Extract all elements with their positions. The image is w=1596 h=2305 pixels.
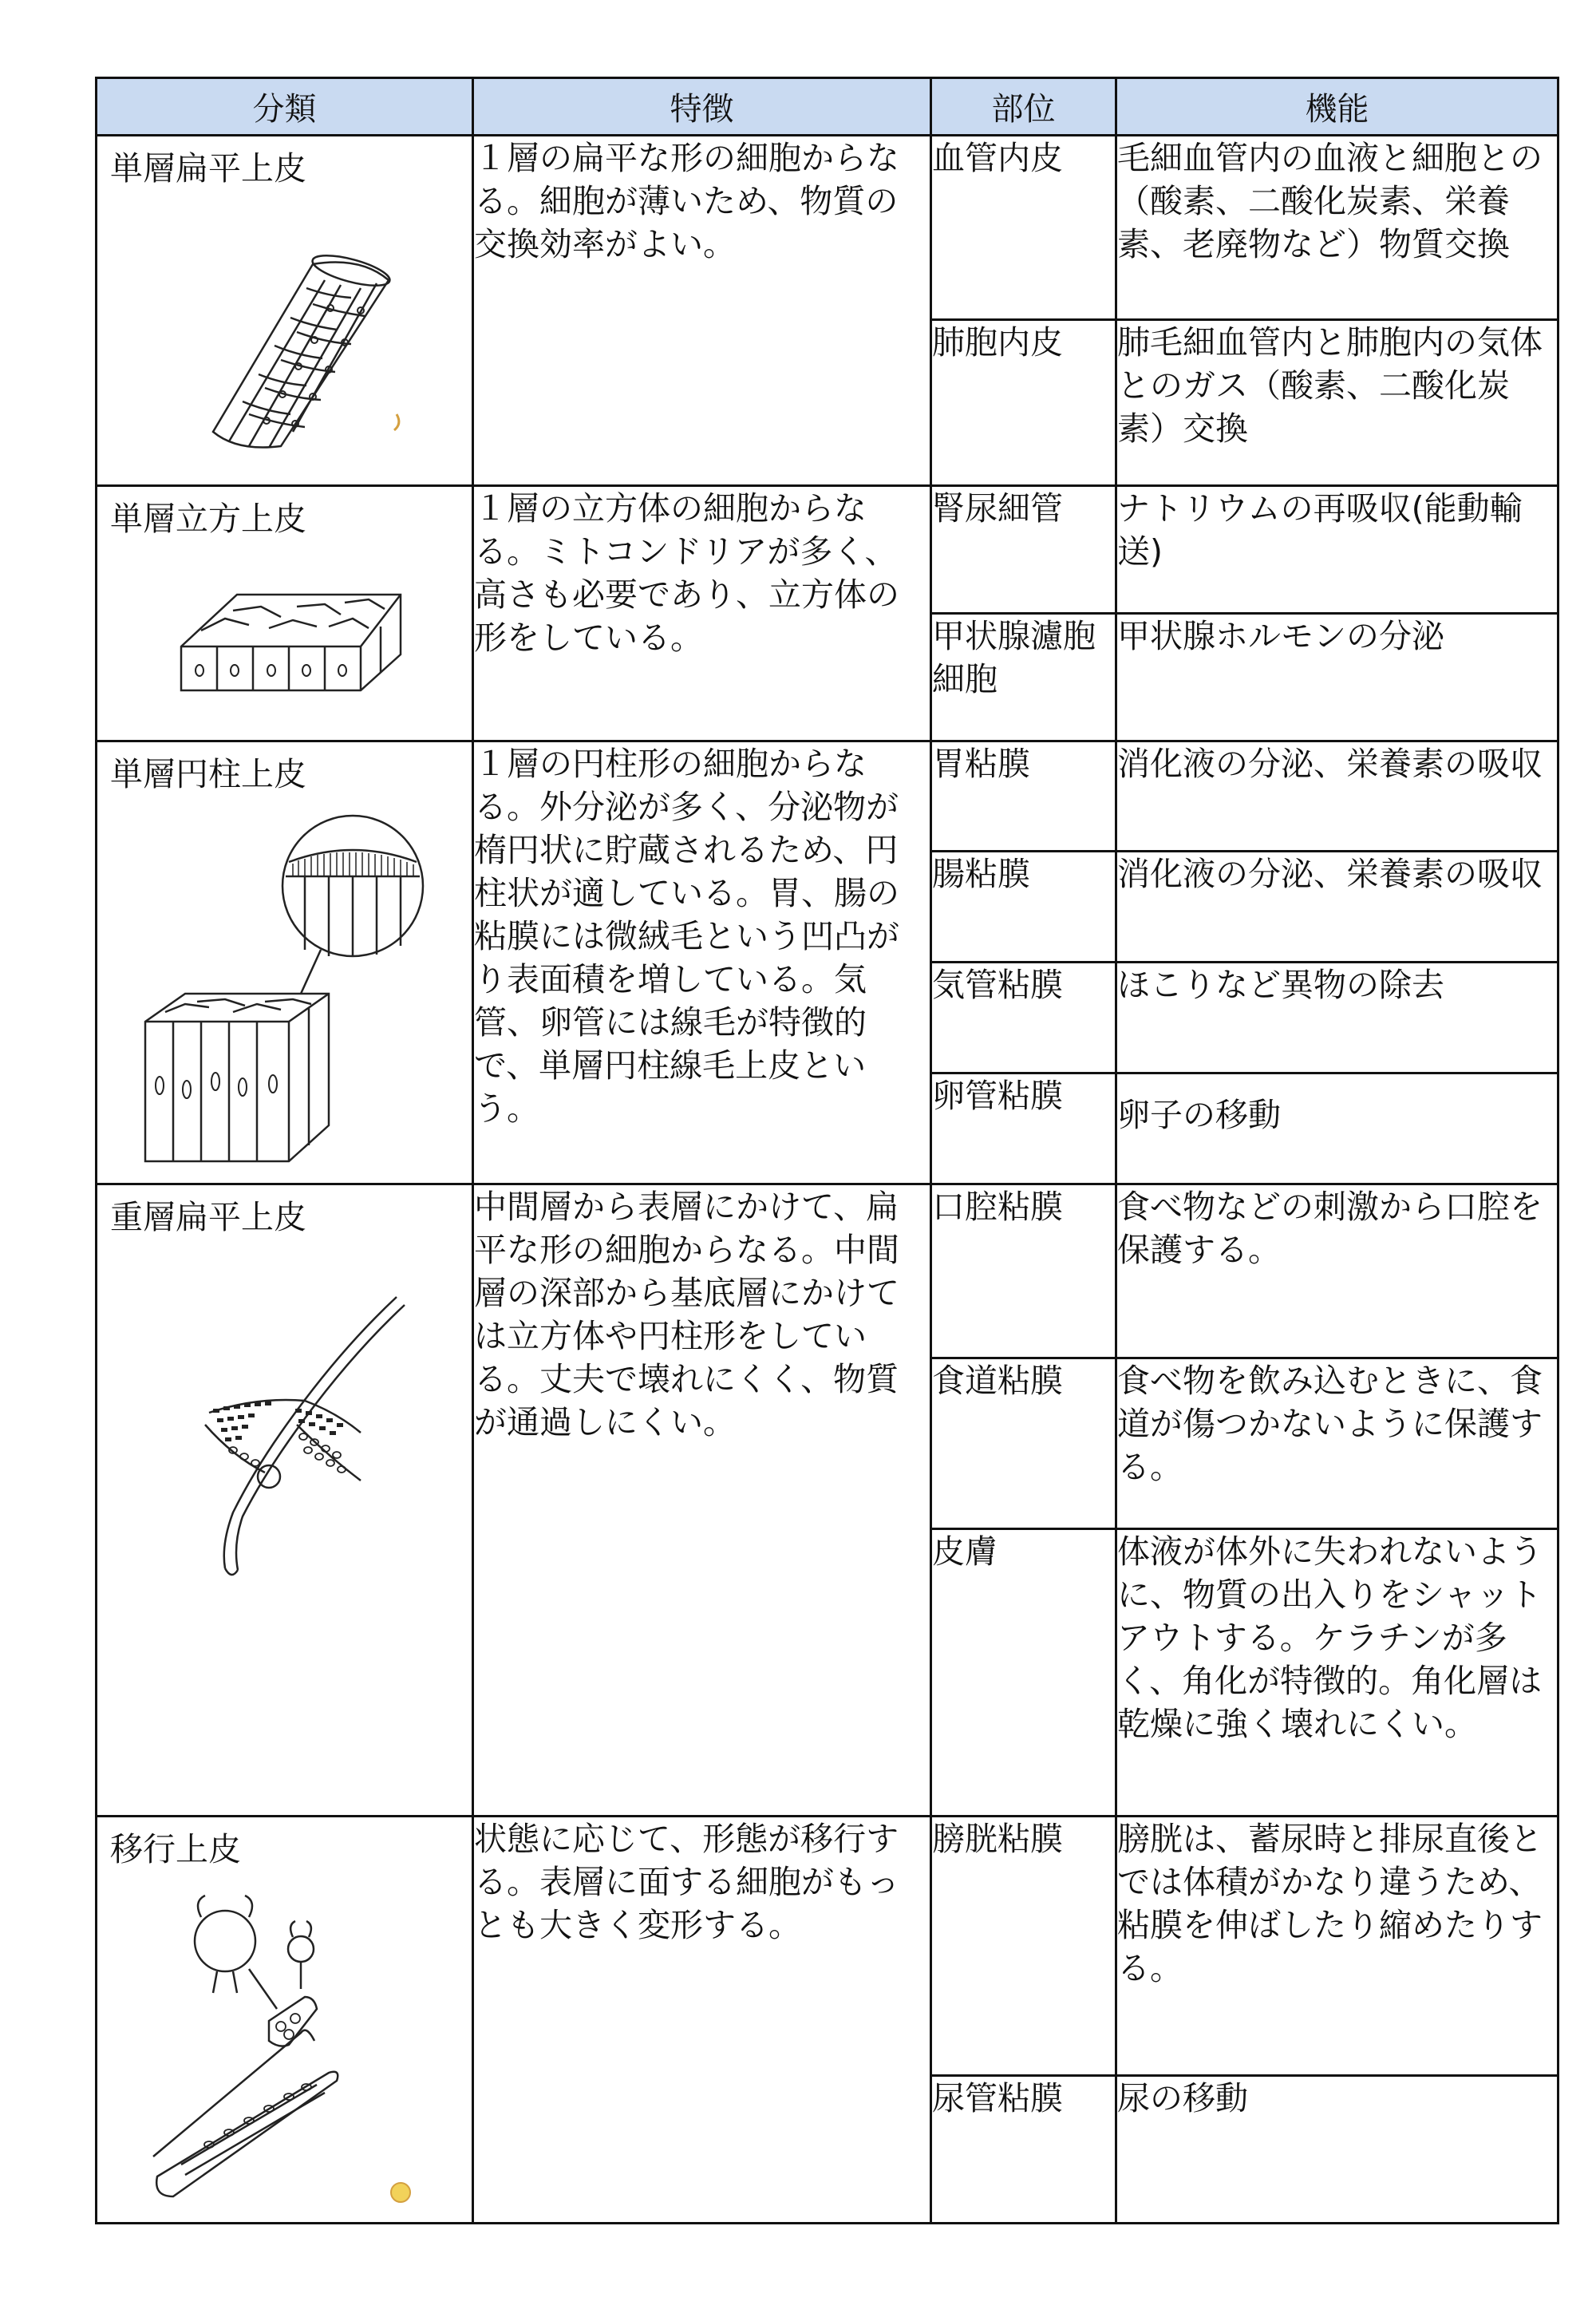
classification-cell (97, 486, 473, 741)
site-name: 血管内皮 (931, 136, 1116, 320)
classification-cell (97, 1817, 473, 2224)
site-name: 胃粘膜 (931, 741, 1116, 852)
columnar-cells-illustration (97, 806, 469, 1181)
header-features: 特徴 (473, 78, 931, 136)
epithelium-table (95, 77, 1559, 2224)
header-site: 部位 (931, 78, 1116, 136)
function-text: 食べ物を飲み込むときに、食道が傷つかないように保護する。 (1116, 1358, 1558, 1529)
site-name: 腎尿細管 (931, 486, 1116, 614)
site-name: 卵管粘膜 (931, 1073, 1116, 1184)
transitional-bladder-illustration (97, 1881, 469, 2216)
table-row (97, 1817, 1558, 2076)
feature-text: １層の扁平な形の細胞からなる。細胞が薄いため、物質の交換効率がよい。 (473, 136, 931, 486)
squamous-sheet-illustration (97, 232, 469, 488)
classification-name: 移行上皮 (110, 1830, 241, 1868)
classification-cell (97, 136, 473, 486)
site-name: 甲状腺濾胞細胞 (931, 614, 1116, 741)
feature-text: 状態に応じて、形態が移行する。表層に面する細胞がもっとも大きく変形する。 (473, 1817, 931, 2224)
function-text: 膀胱は、蓄尿時と排尿直後とでは体積がかなり違うため、粘膜を伸ばしたり縮めたりする。 (1116, 1817, 1558, 2076)
function-text: 尿の移動 (1116, 2076, 1558, 2224)
site-name: 腸粘膜 (931, 852, 1116, 963)
function-text: 消化液の分泌、栄養素の吸収 (1116, 852, 1558, 963)
function-text: ほこりなど異物の除去 (1116, 963, 1558, 1073)
table-row (97, 741, 1558, 852)
site-name: 肺胞内皮 (931, 320, 1116, 486)
classification-cell (97, 741, 473, 1184)
table-row (97, 136, 1558, 320)
site-name: 食道粘膜 (931, 1358, 1116, 1529)
function-text: 毛細血管内の血液と細胞との（酸素、二酸化炭素、栄養素、老廃物など）物質交換 (1116, 136, 1558, 320)
classification-name: 単層扁平上皮 (110, 149, 306, 188)
site-name: 口腔粘膜 (931, 1184, 1116, 1358)
feature-text: １層の円柱形の細胞からなる。外分泌が多く、分泌物が楕円状に貯蔵されるため、円柱状が適している。胃、腸の粘膜には微絨毛という凹凸がり表面積を増している。気管、卵管には線毛が特徴的で、単層円柱線毛上皮という。 (473, 741, 931, 1184)
function-text: 肺毛細血管内と肺胞内の気体とのガス（酸素、二酸化炭素）交換 (1116, 320, 1558, 486)
feature-text: 中間層から表層にかけて、扁平な形の細胞からなる。中間層の深部から基底層にかけては立方体や円柱形をしている。丈夫で壊れにくく、物質が通過しにくい。 (473, 1184, 931, 1817)
classification-name: 重層扁平上皮 (110, 1198, 306, 1236)
function-text: 消化液の分泌、栄養素の吸収 (1116, 741, 1558, 852)
table-row (97, 1184, 1558, 1358)
classification-name: 単層立方上皮 (110, 500, 306, 538)
function-text: 食べ物などの刺激から口腔を保護する。 (1116, 1184, 1558, 1358)
classification-cell (97, 1184, 473, 1817)
feature-text: １層の立方体の細胞からなる。ミトコンドリアが多く、高さも必要であり、立方体の形をしている。 (473, 486, 931, 741)
header-classification: 分類 (97, 78, 473, 136)
header-row (97, 78, 1558, 136)
function-text: 甲状腺ホルモンの分泌 (1116, 614, 1558, 741)
cuboidal-cells-illustration (97, 571, 469, 706)
site-name: 尿管粘膜 (931, 2076, 1116, 2224)
function-text: ナトリウムの再吸収(能動輸送) (1116, 486, 1558, 614)
function-text: 卵子の移動 (1116, 1073, 1558, 1184)
site-name: 気管粘膜 (931, 963, 1116, 1073)
site-name: 皮膚 (931, 1529, 1116, 1817)
header-function: 機能 (1116, 78, 1558, 136)
stratified-skin-hair-illustration (97, 1273, 469, 1592)
function-text: 体液が体外に失われないように、物質の出入りをシャットアウトする。ケラチンが多く、角化が特徴的。角化層は乾燥に強く壊れにくい。 (1116, 1529, 1558, 1817)
classification-name: 単層円柱上皮 (110, 755, 306, 793)
site-name: 膀胱粘膜 (931, 1817, 1116, 2076)
table-row (97, 486, 1558, 614)
